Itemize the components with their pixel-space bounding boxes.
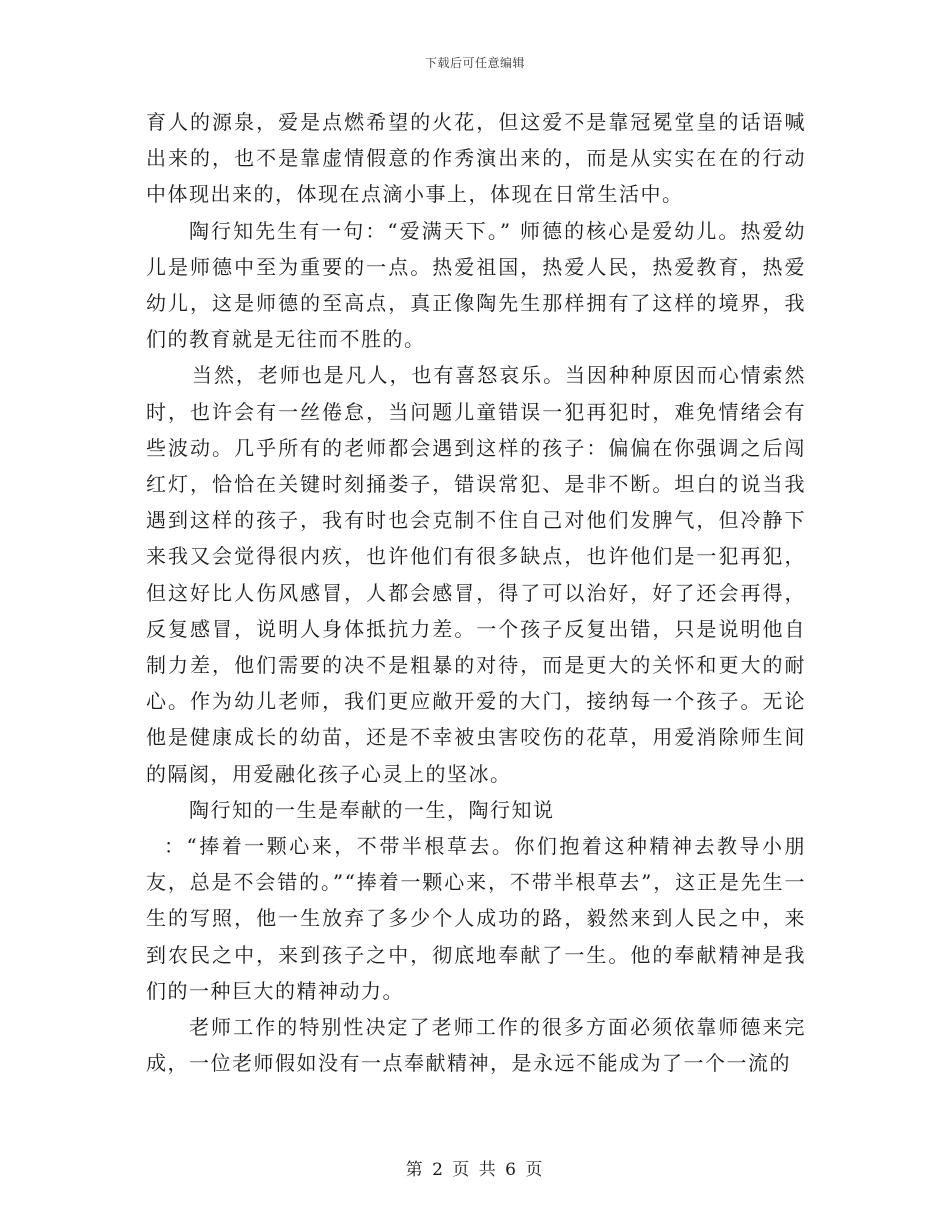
paragraph-6: 老师工作的特别性决定了老师工作的很多方面必须依靠师德来完成，一位老师假如没有一点奉献精神，是永远不能成为了一个一流的 [146,1015,806,1076]
page-number-footer: 第 2 页 共 6 页 [405,1160,545,1180]
paragraph-5: ：“捧着一颗心来，不带半根草去。你们抱着这种精神去教导小朋友，总是不会错的。”“捧着一颗心来，不带半根草去”，这正是先生一生的写照，他一生放弃了多少个人成功的路，毅然来到人民之中，来到农民之中，来到孩子之中，彻底地奉献了一生。他的奉献精神是我们的一种巨大的精神动力。 [146,834,806,1003]
paragraph-4: 陶行知的一生是奉献的一生，陶行知说 [189,797,555,822]
paragraph-1: 育人的源泉，爱是点燃希望的火花，但这爱不是靠冠冕堂皇的话语喊出来的，也不是靠虚情假意的作秀演出来的，而是从实实在在的行动中体现出来的，体现在点滴小事上，体现在日常生活中。 [146,110,806,207]
page-header-note: 下载后可任意编辑 [424,56,525,70]
paragraph-3: 当然，老师也是凡人，也有喜怒哀乐。当因种种原因而心情索然时，也许会有一丝倦怠，当问题儿童错误一犯再犯时，难免情绪会有些波动。几乎所有的老师都会遇到这样的孩子：偏偏在你强调之后闯红灯，恰恰在关键时刻捅娄子，错误常犯、是非不断。坦白的说当我遇到这样的孩子，我有时也会克制不住自己对他们发脾气，但冷静下来我又会觉得很内疚，也许他们有很多缺点，也许他们是一犯再犯，但这好比人伤风感冒，人都会感冒，得了可以治好，好了还会再得，反复感冒，说明人身体抵抗力差。一个孩子反复出错，只是说明他自制力差，他们需要的决不是粗暴的对待，而是更大的关怀和更大的耐心。作为幼儿老师，我们更应敞开爱的大门，接纳每一个孩子。无论他是健康成长的幼苗，还是不幸被虫害咬伤的花草，用爱消除师生间的隔阂，用爱融化孩子心灵上的坚冰。 [146,363,806,786]
paragraph-2: 陶行知先生有一句：“爱满天下。” 师德的核心是爱幼儿。热爱幼儿是师德中至为重要的一点。热爱祖国，热爱人民，热爱教育，热爱幼儿，这是师德的至高点，真正像陶先生那样拥有了这样的境界，我们的教育就是无往而不胜的。 [146,218,806,352]
document-body [146,104,806,1081]
